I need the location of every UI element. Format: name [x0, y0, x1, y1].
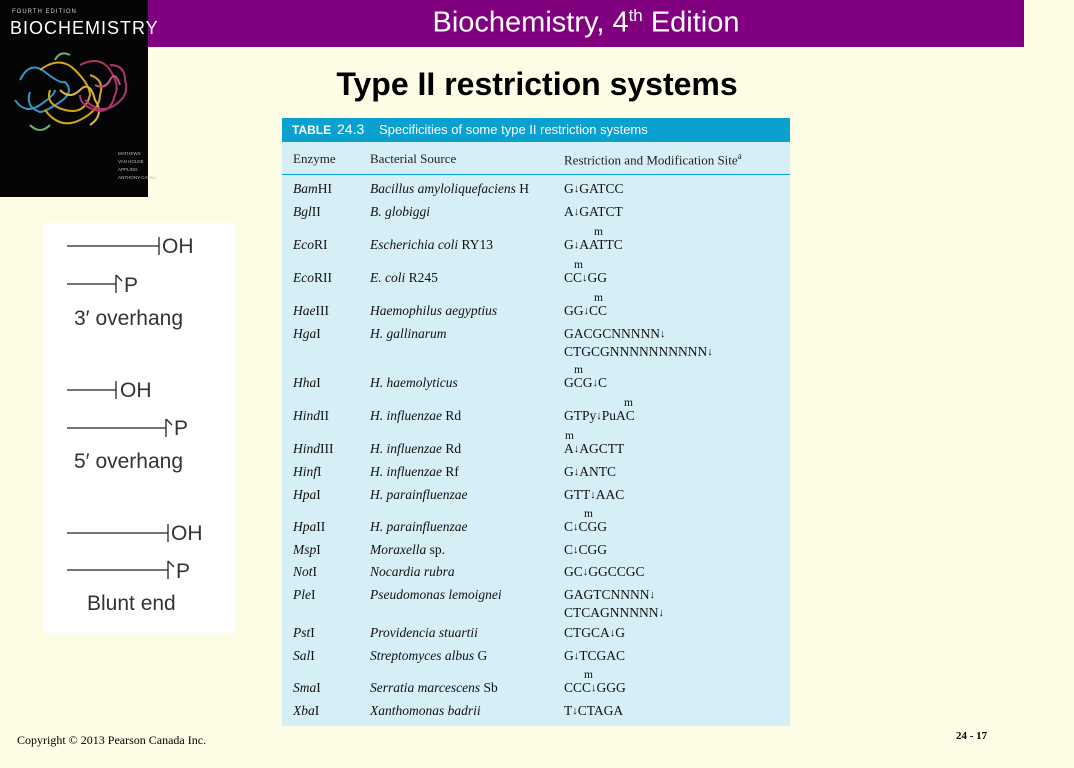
table-row	[282, 181, 790, 201]
source-cell: Providencia stuartii	[370, 625, 478, 640]
table-row	[282, 625, 790, 645]
methylation-mark: m	[584, 508, 593, 520]
site-part: GGCCGC	[588, 564, 645, 579]
table-label: TABLE	[292, 123, 332, 137]
source-cell: Pseudomonas lemoignei	[370, 587, 502, 602]
site-cell	[564, 464, 616, 480]
enzyme-cell: BamHI	[293, 181, 332, 196]
site-part: GG	[587, 270, 608, 285]
source-cell: B. globiggi	[370, 204, 430, 219]
site-cell	[564, 542, 607, 558]
site-part: GATCT	[579, 204, 623, 219]
site-cell	[564, 326, 666, 342]
table-row	[282, 441, 790, 461]
table-row	[282, 303, 790, 323]
cleavage-arrow-icon: ↓	[573, 206, 580, 218]
enzyme-cell: BglII	[293, 204, 321, 219]
caption-blunt-end: Blunt end	[87, 592, 176, 615]
cleavage-arrow-icon: ↓	[582, 272, 588, 284]
source-cell: H. influenzae Rf	[370, 464, 459, 479]
source-cell: Moraxella sp.	[370, 542, 446, 557]
p-label: P	[176, 560, 191, 583]
overhang-diagram-svg	[44, 223, 235, 633]
site-part: G	[564, 464, 574, 479]
source-cell: H. gallinarum	[370, 326, 447, 341]
header-rule	[282, 174, 790, 175]
cover-edition: FOURTH EDITION	[12, 9, 77, 15]
site-part: GG	[564, 303, 584, 318]
site-part: G	[615, 625, 626, 640]
site-part: CC	[564, 270, 583, 285]
methylation-mark: m	[565, 430, 574, 442]
enzyme-cell: EcoRI	[293, 237, 328, 252]
source-cell: Serratia marcescens Sb	[370, 680, 498, 695]
site-part: G	[564, 181, 574, 196]
table-row	[282, 564, 790, 584]
site-cell	[564, 680, 626, 696]
table-row-continuation	[282, 344, 790, 364]
column-header-source: Bacterial Source	[370, 151, 457, 166]
site-part: CGG	[578, 519, 608, 534]
site-part: AAC	[595, 487, 625, 502]
table-row	[282, 648, 790, 668]
column-header-site: Restriction and Modification Site$^a$	[564, 151, 742, 168]
site-part: A	[564, 204, 574, 219]
site-cell	[564, 441, 624, 457]
column-header-enzyme: Enzyme	[293, 151, 336, 166]
p-label: P	[124, 274, 139, 297]
enzyme-cell: HindIII	[293, 441, 334, 456]
site-cell	[564, 519, 607, 535]
site-part: A	[564, 441, 574, 456]
caption-3-overhang: 3′ overhang	[74, 307, 184, 330]
site-cell	[564, 625, 625, 641]
cleavage-arrow-icon: ↓	[660, 328, 666, 340]
table-row	[282, 464, 790, 484]
site-part: GACGCNNNNN	[564, 326, 661, 341]
site-part: CCC	[564, 680, 592, 695]
source-cell: Haemophilus aegyptius	[370, 303, 498, 318]
source-cell: Nocardia rubra	[370, 564, 455, 579]
table-row-continuation	[282, 605, 790, 625]
header-title: Biochemistry, 4th Edition	[432, 6, 740, 39]
cleavage-arrow-icon: ↓	[609, 627, 616, 639]
enzyme-cell: MspI	[293, 542, 321, 557]
enzyme-cell: HaeIII	[293, 303, 329, 318]
source-cell: H. haemolyticus	[370, 375, 458, 390]
table-row	[282, 542, 790, 562]
site-part: AATTC	[579, 237, 623, 252]
table-row	[282, 519, 790, 539]
site-part: CTGCGNNNNNNNNNN	[564, 344, 708, 359]
table-row	[282, 703, 790, 723]
source-cell: Xanthomonas badrii	[370, 703, 481, 718]
table-row	[282, 237, 790, 257]
enzyme-cell: HgaI	[293, 326, 321, 341]
cleavage-arrow-icon: ↓	[583, 305, 589, 317]
cleavage-arrow-icon: ↓	[582, 566, 589, 578]
cleavage-arrow-icon: ↓	[573, 544, 579, 556]
site-cell	[564, 605, 664, 621]
cleavage-arrow-icon: ↓	[573, 443, 580, 455]
methylation-mark: m	[594, 226, 603, 238]
cleavage-arrow-icon: ↓	[658, 607, 664, 619]
methylation-mark: m	[594, 292, 603, 304]
site-part: GGG	[596, 680, 626, 695]
methylation-mark: m	[574, 259, 583, 271]
cleavage-arrow-icon: ↓	[590, 489, 596, 501]
source-cell: Bacillus amyloliquefaciens H	[370, 181, 529, 196]
site-part: T	[564, 703, 573, 718]
restriction-table	[282, 118, 790, 726]
table-number: 24.3	[337, 121, 365, 137]
site-part: TCGAC	[579, 648, 626, 663]
source-cell: H. parainfluenzae	[370, 487, 468, 502]
enzyme-cell: PstI	[293, 625, 315, 640]
site-part: PuAC	[601, 408, 635, 423]
site-part: C	[564, 542, 574, 557]
cover-title: BIOCHEMISTRY	[10, 18, 159, 38]
table-row	[282, 587, 790, 607]
table-row	[282, 375, 790, 395]
site-part: GATCC	[579, 181, 624, 196]
enzyme-cell: SalI	[293, 648, 315, 663]
site-part: G	[564, 237, 574, 252]
site-part: CTGCA	[564, 625, 610, 640]
enzyme-cell: HinfI	[293, 464, 322, 479]
site-cell	[564, 375, 607, 391]
site-part: CTCAGNNNNN	[564, 605, 659, 620]
site-cell	[564, 487, 624, 503]
enzyme-cell: HindII	[293, 408, 329, 423]
enzyme-cell: XbaI	[293, 703, 320, 718]
enzyme-cell: NotI	[293, 564, 318, 579]
enzyme-cell: HpaII	[293, 519, 326, 534]
cleavage-arrow-icon: ↓	[592, 377, 599, 389]
cleavage-arrow-icon: ↓	[649, 589, 655, 601]
site-part: AGCTT	[579, 441, 625, 456]
cleavage-arrow-icon: ↓	[573, 183, 580, 195]
table-banner	[282, 118, 790, 142]
table-row	[282, 204, 790, 224]
site-part: CTAGA	[577, 703, 624, 718]
site-part: CGG	[578, 542, 608, 557]
p-label: P	[174, 417, 189, 440]
site-cell	[564, 181, 624, 197]
enzyme-cell: PleI	[293, 587, 316, 602]
caption-5-overhang: 5′ overhang	[74, 450, 184, 473]
site-part: G	[564, 648, 574, 663]
methylation-mark: m	[574, 364, 583, 376]
table-row	[282, 270, 790, 290]
table-caption: Specificities of some type II restriction systems	[379, 122, 648, 137]
cleavage-arrow-icon: ↓	[572, 705, 578, 717]
enzyme-cell: EcoRII	[293, 270, 332, 285]
source-cell: H. influenzae Rd	[370, 441, 462, 456]
cleavage-arrow-icon: ↓	[707, 346, 713, 358]
enzyme-cell: HhaI	[293, 375, 321, 390]
oh-label: OH	[120, 379, 152, 402]
table-row	[282, 680, 790, 700]
site-part: CC	[589, 303, 608, 318]
site-cell	[564, 270, 607, 286]
site-cell	[564, 587, 655, 603]
table-row	[282, 326, 790, 346]
methylation-mark: m	[624, 397, 633, 409]
slide-title: Type II restriction systems	[336, 66, 738, 102]
cleavage-arrow-icon: ↓	[573, 650, 580, 662]
enzyme-cell: HpaI	[293, 487, 321, 502]
site-part: GCG	[564, 375, 593, 390]
cleavage-arrow-icon: ↓	[573, 239, 580, 251]
oh-label: OH	[171, 522, 203, 545]
copyright-text: Copyright © 2013 Pearson Canada Inc.	[17, 733, 207, 747]
site-part: GTT	[564, 487, 591, 502]
cleavage-arrow-icon: ↓	[596, 410, 602, 422]
source-cell: E. coli R245	[370, 270, 438, 285]
site-cell	[564, 564, 645, 580]
site-cell	[564, 648, 625, 664]
cleavage-arrow-icon: ↓	[573, 521, 579, 533]
site-part: GC	[564, 564, 583, 579]
methylation-mark: m	[584, 669, 593, 681]
overhang-diagram	[44, 223, 235, 633]
source-cell: Escherichia coli RY13	[370, 237, 493, 252]
source-cell: Streptomyces albus G	[370, 648, 488, 663]
table-row	[282, 408, 790, 428]
table-row	[282, 487, 790, 507]
cover-authors: MATHEWS VAN HOLDE APPLING ANTHONY-CAHILL	[118, 151, 157, 180]
site-part: ANTC	[579, 464, 616, 479]
site-cell	[564, 237, 623, 253]
source-cell: H. influenzae Rd	[370, 408, 462, 423]
site-cell	[564, 703, 623, 719]
enzyme-cell: SmaI	[293, 680, 321, 695]
site-cell	[564, 303, 607, 319]
site-part: C	[598, 375, 608, 390]
site-cell	[564, 204, 623, 220]
cleavage-arrow-icon: ↓	[573, 466, 580, 478]
site-cell	[564, 408, 635, 424]
site-part: GTPy	[564, 408, 597, 423]
site-part: GAGTCNNNN	[564, 587, 650, 602]
cleavage-arrow-icon: ↓	[591, 682, 597, 694]
page-number: 24 - 17	[956, 730, 988, 742]
source-cell: H. parainfluenzae	[370, 519, 468, 534]
site-part: C	[564, 519, 574, 534]
site-cell	[564, 344, 713, 360]
oh-label: OH	[162, 235, 194, 258]
